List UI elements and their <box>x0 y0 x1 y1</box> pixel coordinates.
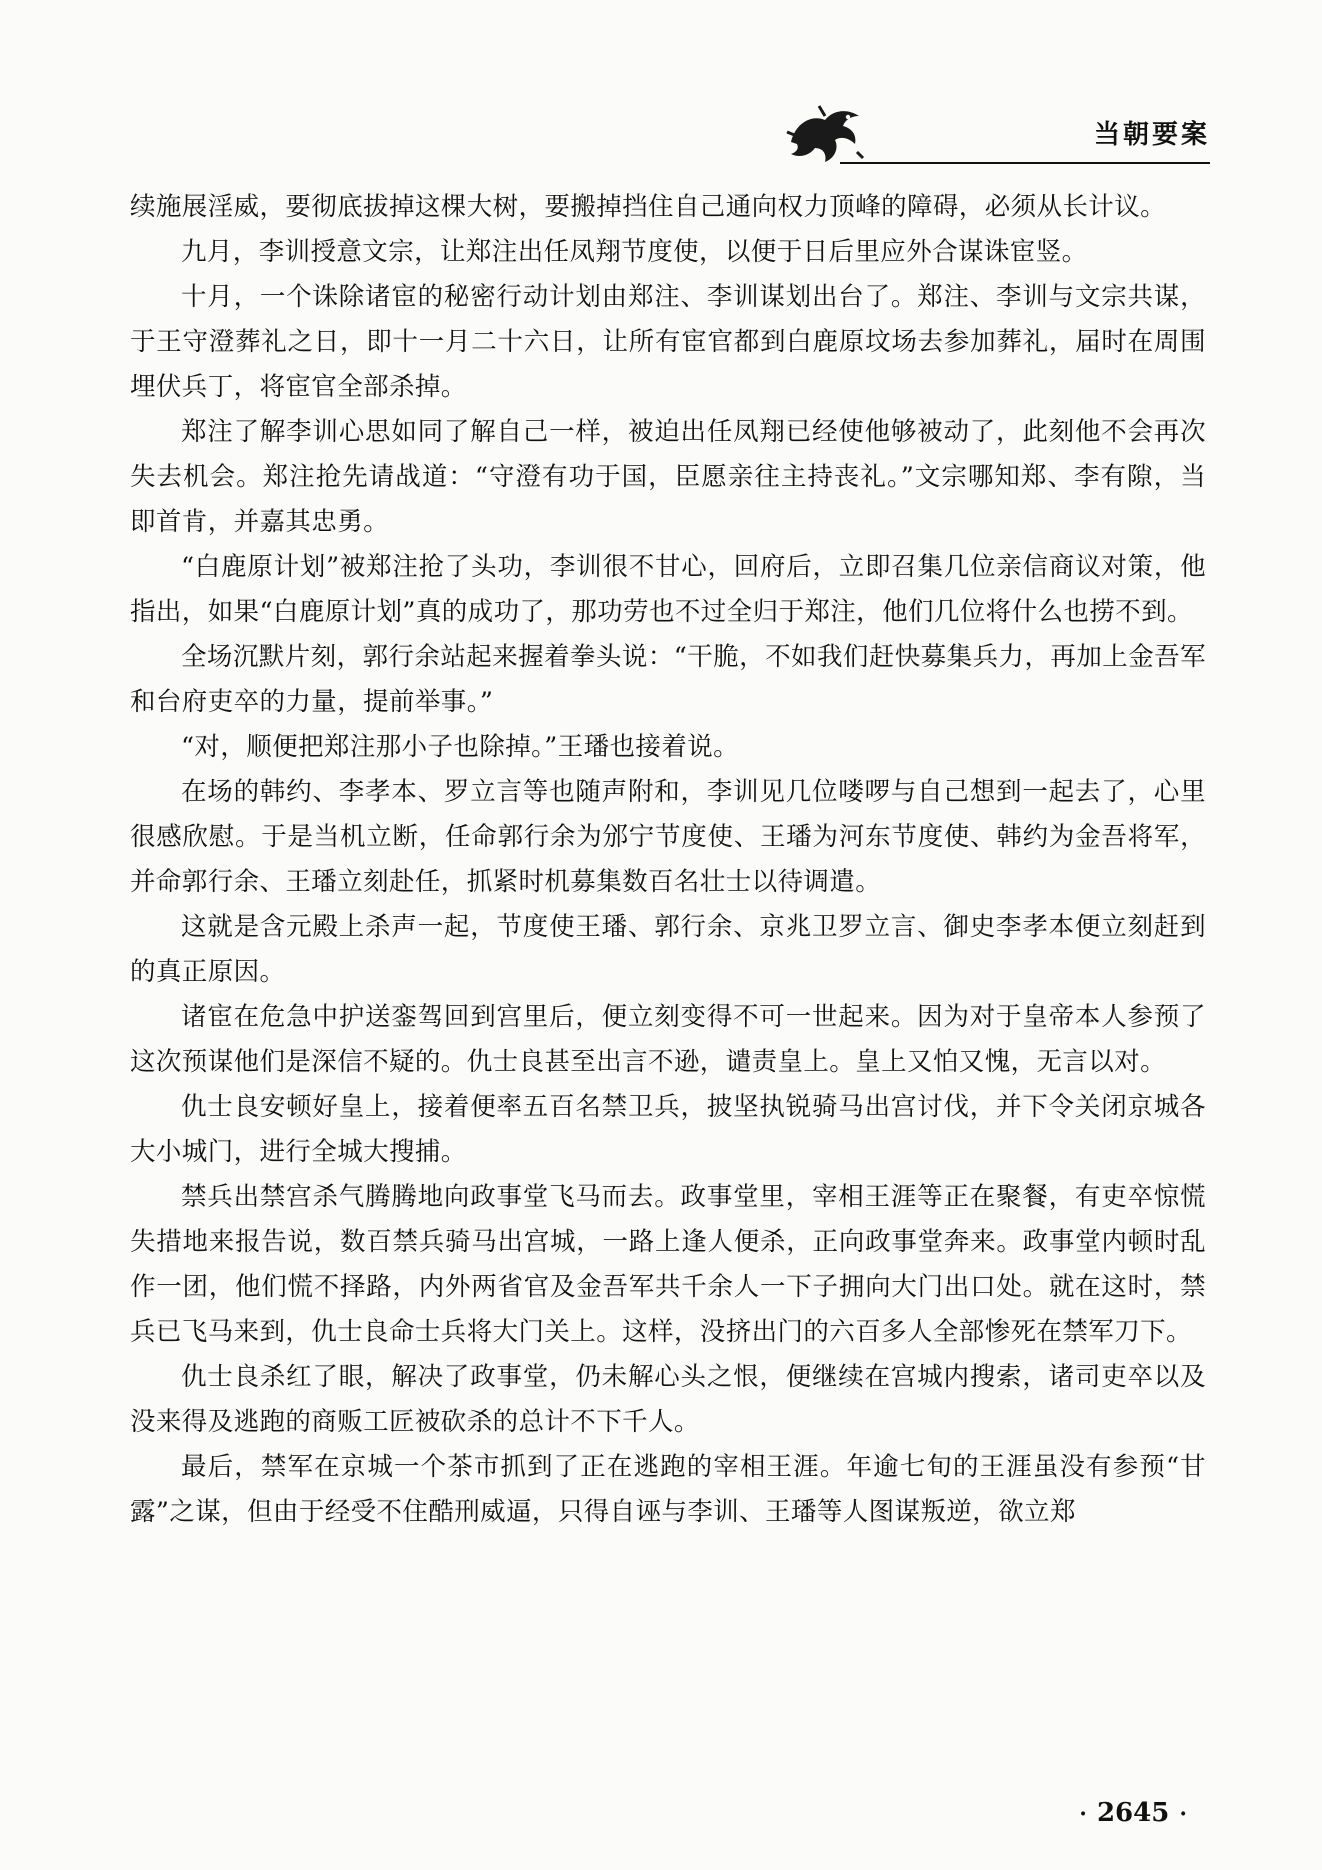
running-header <box>60 100 1210 170</box>
paragraph: 十月，一个诛除诸宦的秘密行动计划由郑注、李训谋划出台了。郑注、李训与文宗共谋，于王守澄葬礼之日，即十一月二十六日，让所有宦官都到白鹿原坟场去参加葬礼，届时在周围埋伏兵丁，将宦官全部杀掉。 <box>130 282 1206 402</box>
paragraph: 续施展淫威，要彻底拔掉这棵大树，要搬掉挡住自己通向权力顶峰的障碍，必须从长计议。 <box>130 192 1167 222</box>
paragraph: 九月，李训授意文宗，让郑注出任凤翔节度使，以便于日后里应外合谋诛宦竖。 <box>181 237 1088 267</box>
paragraph: “白鹿原计划”被郑注抢了头功，李训很不甘心，回府后，立即召集几位亲信商议对策，他指出，如果“白鹿原计划”真的成功了，那功劳也不过全归于郑注，他们几位将什么也捞不到。 <box>130 552 1206 627</box>
paragraph: 这就是含元殿上杀声一起，节度使王璠、郭行余、京兆卫罗立言、御史李孝本便立刻赶到的真正原因。 <box>130 912 1206 987</box>
paragraph: 仇士良杀红了眼，解决了政事堂，仍未解心头之恨，便继续在宫城内搜索，诸司吏卒以及没来得及逃跑的商贩工匠被砍杀的总计不下千人。 <box>130 1362 1206 1437</box>
paragraph: 郑注了解李训心思如同了解自己一样，被迫出任凤翔已经使他够被动了，此刻他不会再次失去机会。郑注抢先请战道：“守澄有功于国，臣愿亲往主持丧礼。”文宗哪知郑、李有隙，当即首肯，并嘉其忠勇。 <box>130 417 1206 537</box>
body-text <box>130 185 1206 1535</box>
section-title: 当朝要案 <box>1093 120 1210 150</box>
paragraph: 最后，禁军在京城一个茶市抓到了正在逃跑的宰相王涯。年逾七旬的王涯虽没有参预“甘露”之谋，但由于经受不住酷刑威逼，只得自诬与李训、王璠等人图谋叛逆，欲立郑 <box>130 1452 1206 1527</box>
paragraph: 禁兵出禁宫杀气腾腾地向政事堂飞马而去。政事堂里，宰相王涯等正在聚餐，有吏卒惊慌失措地来报告说，数百禁兵骑马出宫城，一路上逢人便杀，正向政事堂奔来。政事堂内顿时乱作一团，他们慌不择路，内外两省官及金吾军共千余人一下子拥向大门出口处。就在这时，禁兵已飞马来到，仇士良命士兵将大门关上。这样，没挤出门的六百多人全部惨死在禁军刀下。 <box>130 1182 1206 1347</box>
page-number-value: 2645 <box>1096 1798 1170 1828</box>
header-rule <box>840 162 1210 164</box>
paragraph: “对，顺便把郑注那小子也除掉。”王璠也接着说。 <box>181 732 740 762</box>
page-number: · 2645 · <box>1079 1798 1187 1828</box>
paragraph: 在场的韩约、李孝本、罗立言等也随声附和，李训见几位喽啰与自己想到一起去了，心里很感欣慰。于是当机立断，任命郭行余为邠宁节度使、王璠为河东节度使、韩约为金吾将军，并命郭行余、王璠立刻赴任，抓紧时机募集数百名壮士以待调遣。 <box>130 777 1206 897</box>
paragraph: 仇士良安顿好皇上，接着便率五百名禁卫兵，披坚执锐骑马出宫讨伐，并下令关闭京城各大小城门，进行全城大搜捕。 <box>130 1092 1206 1167</box>
paragraph: 全场沉默片刻，郭行余站起来握着拳头说：“干脆，不如我们赶快募集兵力，再加上金吾军和台府吏卒的力量，提前举事。” <box>130 642 1206 717</box>
paragraph: 诸宦在危急中护送銮驾回到宫里后，便立刻变得不可一世起来。因为对于皇帝本人参预了这次预谋他们是深信不疑的。仇士良甚至出言不逊，谴责皇上。皇上又怕又愧，无言以对。 <box>130 1002 1206 1077</box>
dragon-ornament-icon <box>785 102 865 166</box>
